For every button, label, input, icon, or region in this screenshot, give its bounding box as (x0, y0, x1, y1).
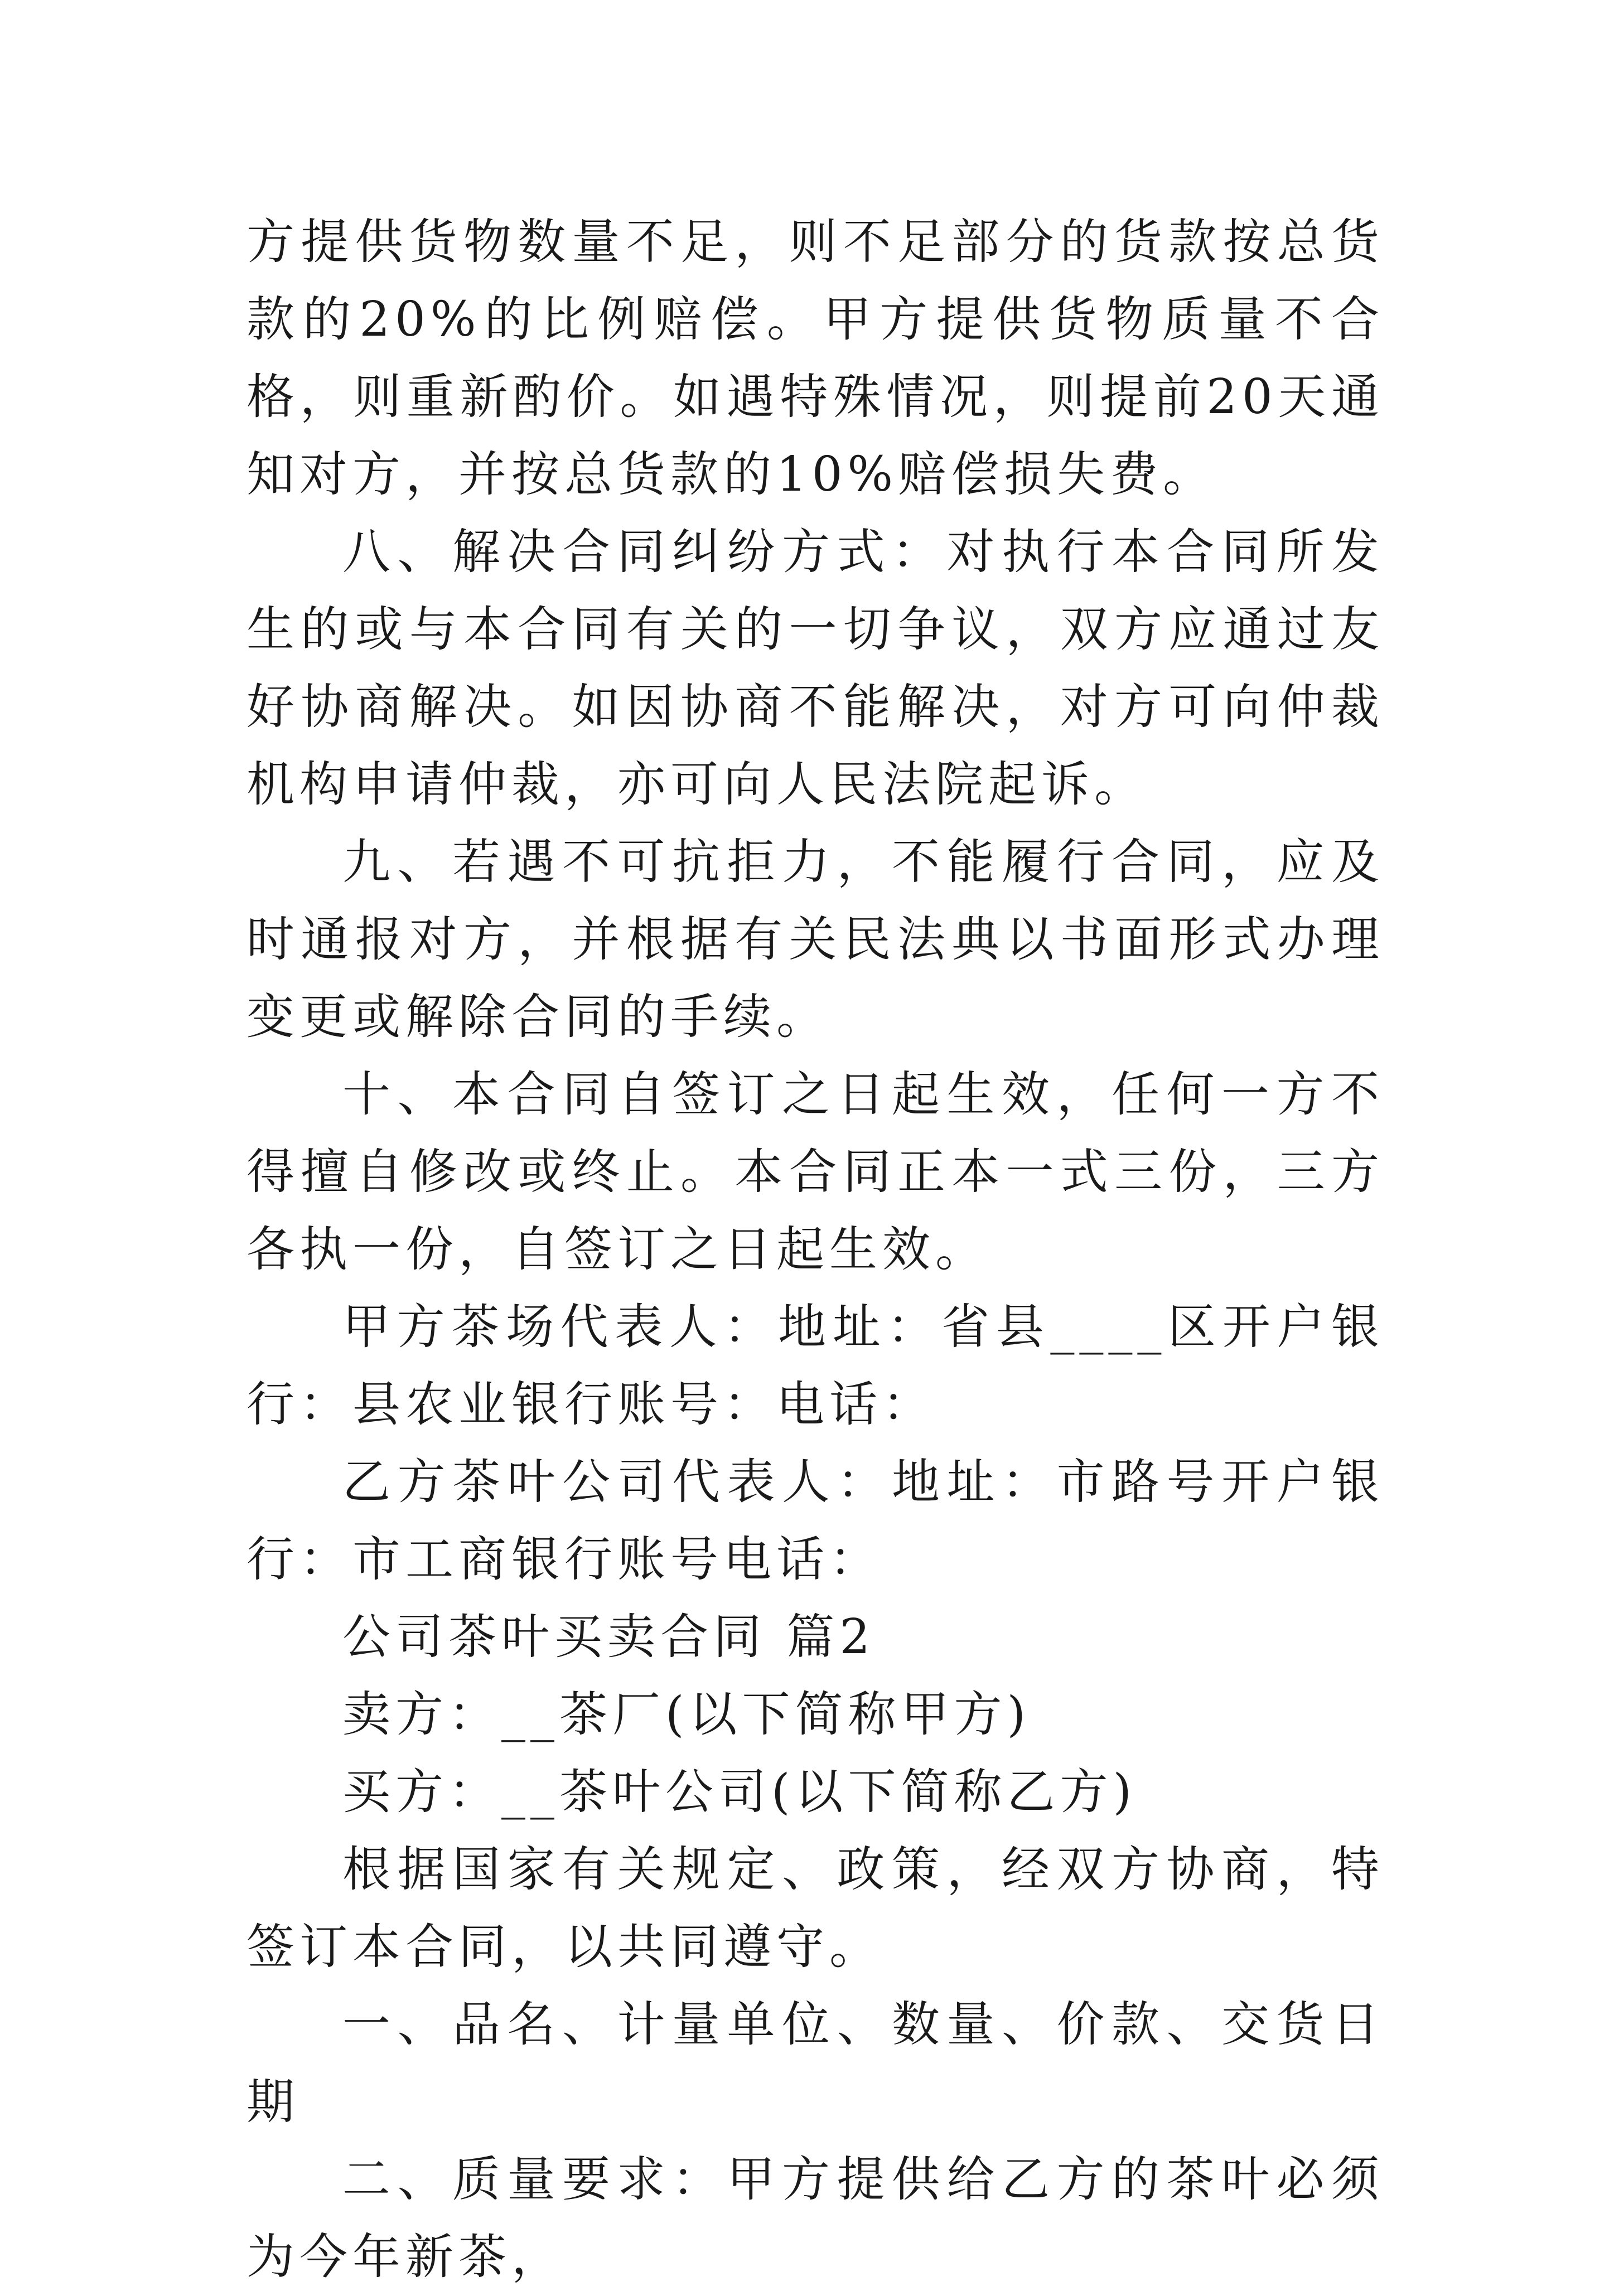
paragraph-clause-9: 九、若遇不可抗拒力，不能履行合同，应及时通报对方，并根据有关民法典以书面形式办理变更或解除合同的手续。 (247, 834, 1384, 1045)
paragraph-clause-8: 八、解决合同纠纷方式：对执行本合同所发生的或与本合同有关的一切争议，双方应通过友好协商解决。如因协商不能解决，对方可向仲裁机构申请仲裁，亦可向人民法院起诉。 (247, 524, 1384, 812)
paragraph-party-a-info: 甲方茶场代表人：地址：省县____区开户银行：县农业银行账号：电话： (247, 1299, 1384, 1432)
paragraph-item-2: 二、质量要求：甲方提供给乙方的茶叶必须为今年新茶， (247, 2152, 1384, 2285)
paragraph-clause-10: 十、本合同自签订之日起生效，任何一方不得擅自修改或终止。本合同正本一式三份，三方各执一份，自签订之日起生效。 (247, 1067, 1384, 1277)
document-body (247, 204, 1384, 2296)
paragraph-seller: 卖方：__茶厂(以下简称甲方) (342, 1687, 1031, 1742)
paragraph-continuation: 方提供货物数量不足，则不足部分的货款按总货款的20%的比例赔偿。甲方提供货物质量不合格，则重新酌价。如遇特殊情况，则提前20天通知对方，并按总货款的10%赔偿损失费。 (247, 214, 1384, 502)
section-heading-part-2: 公司茶叶买卖合同 篇2 (342, 1609, 876, 1665)
paragraph-item-1: 一、品名、计量单位、数量、价款、交货日期 (247, 1997, 1384, 2130)
paragraph-party-b-info: 乙方茶叶公司代表人：地址：市路号开户银行：市工商银行账号电话： (247, 1454, 1384, 1587)
paragraph-buyer: 买方：__茶叶公司(以下简称乙方) (342, 1764, 1137, 1820)
paragraph-preamble: 根据国家有关规定、政策，经双方协商，特签订本合同，以共同遵守。 (247, 1842, 1384, 1975)
